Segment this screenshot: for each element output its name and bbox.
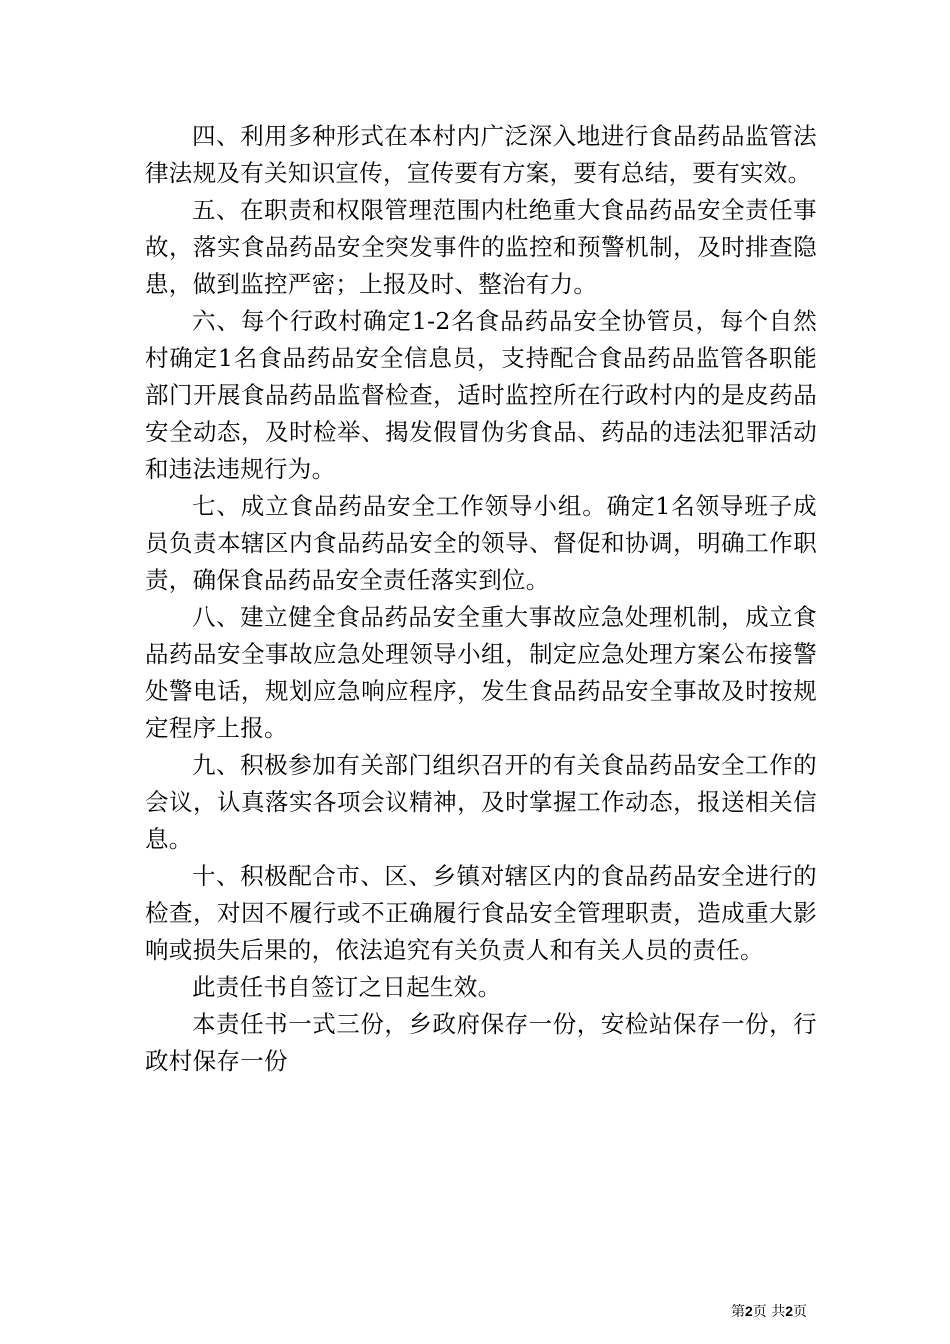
page-footer-prefix: 第 [730, 1304, 745, 1320]
page-footer-middle: 页 共 [752, 1304, 786, 1320]
paragraph-item-6: 六、每个行政村确定1-2名食品药品安全协管员，每个自然村确定1名食品药品安全信息员，支持配合食品药品监管各职能部门开展食品药品监督检查，适时监控所在行政村内的是皮药品安全动态，及时检举、揭发假冒伪劣食品、药品的违法犯罪活动和违法违规行为。 [145, 307, 817, 483]
paragraph-item-4: 四、利用多种形式在本村内广泛深入地进行食品药品监管法律法规及有关知识宣传，宣传要有方案，要有总结，要有实效。 [145, 122, 817, 187]
paragraph-item-7: 七、成立食品药品安全工作领导小组。确定1名领导班子成员负责本辖区内食品药品安全的领导、督促和协调，明确工作职责，确保食品药品安全责任落实到位。 [145, 492, 817, 594]
page-number-footer [731, 1302, 807, 1321]
effective-date-statement: 此责任书自签订之日起生效。 [192, 973, 502, 1001]
document-body [145, 118, 817, 1080]
paragraph-item-10: 十、积极配合市、区、乡镇对辖区内的食品药品安全进行的检查，对因不履行或不正确履行食品安全管理职责，造成重大影响或损失后果的，依法追究有关负责人和有关人员的责任。 [145, 862, 817, 964]
current-page-number: 2 [744, 1303, 753, 1319]
copies-statement: 本责任书一式三份，乡政府保存一份，安检站保存一份，行政村保存一份 [145, 1010, 817, 1075]
paragraph-item-9: 九、积极参加有关部门组织召开的有关食品药品安全工作的会议，认真落实各项会议精神，及时掌握工作动态，报送相关信息。 [145, 751, 817, 853]
page-footer-suffix: 页 [793, 1304, 807, 1320]
total-page-number: 2 [785, 1303, 793, 1319]
paragraph-item-5: 五、在职责和权限管理范围内杜绝重大食品药品安全责任事故，落实食品药品安全突发事件的监控和预警机制，及时排查隐患，做到监控严密；上报及时、整治有力。 [145, 196, 817, 298]
paragraph-item-8: 八、建立健全食品药品安全重大事故应急处理机制，成立食品药品安全事故应急处理领导小组，制定应急处理方案公布接警处警电话，规划应急响应程序，发生食品药品安全事故及时按规定程序上报。 [145, 603, 817, 742]
